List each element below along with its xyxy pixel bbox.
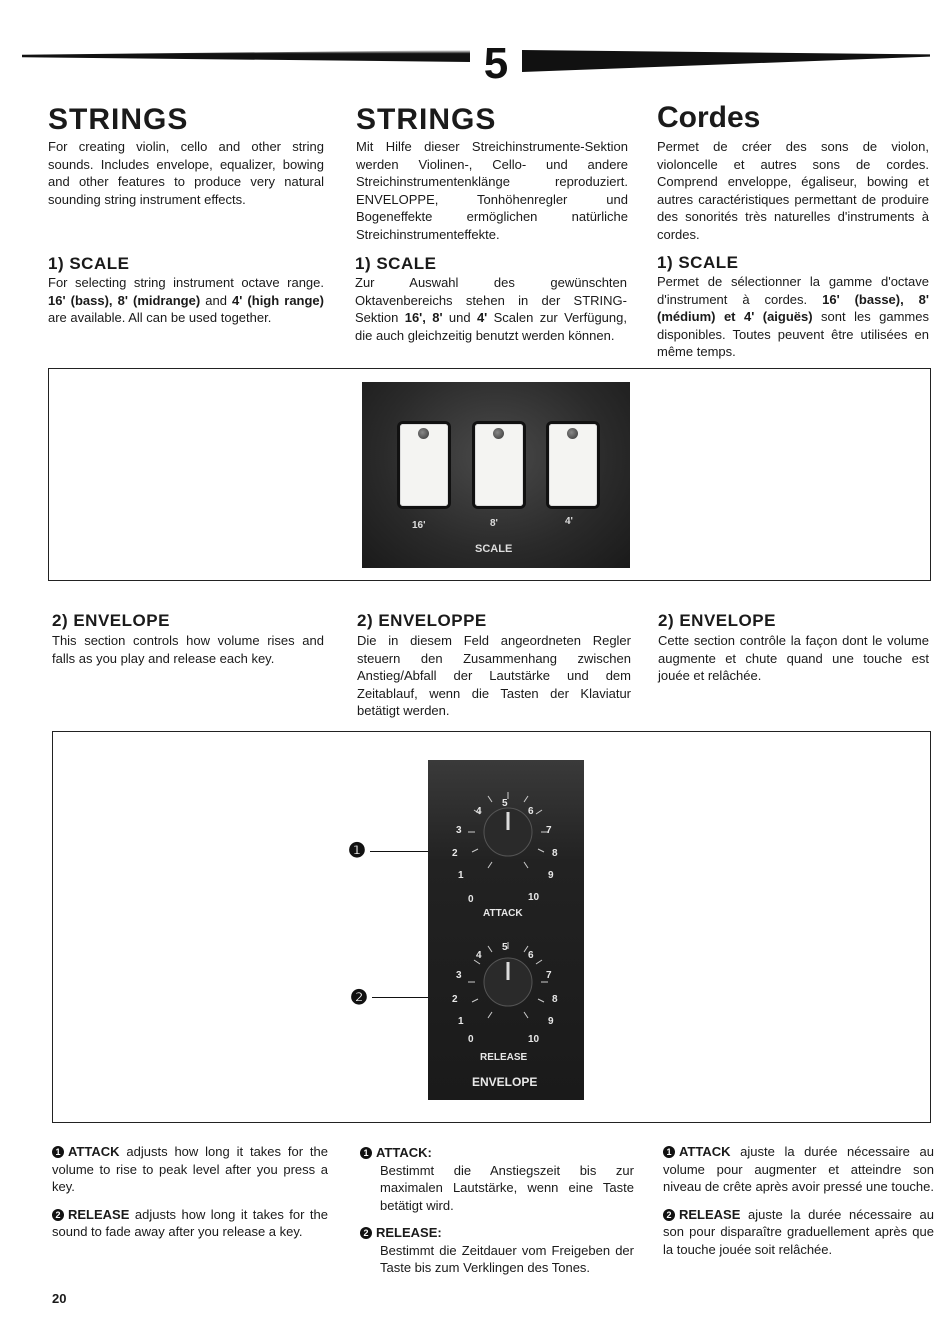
knob-dials-graphic <box>428 760 584 1100</box>
fr-envelope-block <box>658 612 929 685</box>
led-indicator-icon <box>418 428 429 439</box>
de-scale-heading: 1) SCALE <box>355 254 437 273</box>
attack-scale-0: 0 <box>468 894 474 905</box>
de-release-label: RELEASE: <box>376 1225 442 1240</box>
release-scale-1: 1 <box>458 1016 464 1027</box>
number-1-icon: 1 <box>360 1147 372 1159</box>
header-rule-left <box>22 50 470 62</box>
number-2-icon: 2 <box>52 1209 64 1221</box>
de-release-text: Bestimmt die Zeitdauer vom Freigeben der Taste bis zum Verklingen des Tones. <box>380 1242 634 1275</box>
envelope-panel-title: ENVELOPE <box>472 1075 538 1089</box>
attack-scale-9: 9 <box>548 870 554 881</box>
de-envelope-block <box>357 612 631 720</box>
release-scale-3: 3 <box>456 970 462 981</box>
attack-scale-2: 2 <box>452 848 458 859</box>
release-scale-7: 7 <box>546 970 552 981</box>
de-scale-bold-2: 4' <box>476 310 488 325</box>
fr-scale-block <box>657 254 929 361</box>
attack-scale-6: 6 <box>528 806 534 817</box>
en-scale-text-2: and <box>205 292 227 308</box>
scale-panel-title: SCALE <box>475 543 513 555</box>
en-envelope-heading: 2) ENVELOPE <box>52 611 170 630</box>
en-title: STRINGS <box>48 103 189 136</box>
de-intro-block <box>356 104 628 243</box>
de-envelope-text: Die in diesem Feld angeordneten Regler steuern den Zusammenhang zwischen Anstieg/Abfall der Lautstärke und dem Zeitablauf, wenn die Tasten der Klaviatur betätigt werden. <box>357 633 631 718</box>
scale-4-switch[interactable] <box>549 424 597 506</box>
callout-1-marker: ❶ <box>348 840 366 862</box>
de-scale-text-2: und <box>448 310 471 325</box>
en-controls-block <box>52 1143 328 1241</box>
callout-2-marker: ❷ <box>350 987 368 1009</box>
en-attack-label: ATTACK <box>68 1144 120 1159</box>
release-scale-5: 5 <box>502 942 508 953</box>
de-release-heading <box>360 1224 634 1242</box>
en-scale-bold-2: 4' (high range) <box>232 292 324 308</box>
callout-1-line <box>370 851 428 852</box>
fr-intro-text: Permet de créer des sons de violon, violoncelle et autres sons de cordes. Comprend enveloppe, égaliseur, bowing et autres caractéristiques permettant de produire des sonorités très naturelles d'instruments à cordes. <box>657 139 929 242</box>
en-scale-bold-1: 16' (bass), 8' (midrange) <box>48 292 201 308</box>
attack-scale-7: 7 <box>546 825 552 836</box>
en-scale-text-3: are available. All can be used together. <box>48 310 272 325</box>
attack-scale-10: 10 <box>528 892 540 903</box>
attack-label: ATTACK <box>483 908 523 919</box>
attack-scale-5: 5 <box>502 798 508 809</box>
de-scale-bold-1: 16', 8' <box>404 310 443 325</box>
fr-attack-para <box>663 1143 934 1196</box>
number-1-icon: 1 <box>52 1146 64 1158</box>
fr-release-text: ajuste la durée nécessaire au son pour disparaître graduellement après que la touche jouée soit relâchée. <box>663 1206 934 1257</box>
fr-title: Cordes <box>657 101 761 134</box>
release-scale-2: 2 <box>452 994 458 1005</box>
de-attack-heading <box>360 1144 634 1162</box>
en-release-para <box>52 1206 328 1241</box>
envelope-panel-photo <box>428 760 584 1100</box>
scale-8-switch[interactable] <box>475 424 523 506</box>
de-scale-block <box>355 255 627 344</box>
release-scale-6: 6 <box>528 950 534 961</box>
attack-scale-1: 1 <box>458 870 464 881</box>
de-title: STRINGS <box>356 103 497 136</box>
de-scale-text-3: Scalen zur Verfügung, die auch gleichzeitig benutzt werden können. <box>355 310 627 343</box>
number-2-icon: 2 <box>360 1227 372 1239</box>
release-scale-10: 10 <box>528 1034 540 1045</box>
de-controls-block <box>360 1144 634 1277</box>
en-attack-para <box>52 1143 328 1196</box>
scale-4-label: 4' <box>565 516 573 527</box>
de-attack-label: ATTACK: <box>376 1145 432 1160</box>
fr-envelope-heading: 2) ENVELOPE <box>658 611 776 630</box>
scale-16-label: 16' <box>412 520 426 531</box>
page-number: 20 <box>52 1291 67 1306</box>
callout-2-line <box>372 997 428 998</box>
fr-scale-bold-1: 16' (basse), 8' (médium) et 4' (aiguës) <box>657 291 929 324</box>
en-intro-text: For creating violin, cello and other string sounds. Includes envelope, equalizer, bowing and other features to produce very natural sounding string instrument effects. <box>48 139 324 207</box>
en-release-text: adjusts how long it takes for the sound to fade away after you release a key. <box>52 1206 328 1239</box>
scale-8-label: 8' <box>490 518 498 529</box>
fr-envelope-text: Cette section contrôle la façon dont le volume augmente et chute quand une touche est jouée et relâchée. <box>658 633 929 683</box>
en-scale-text-1: For selecting string instrument octave range. <box>48 275 324 290</box>
release-scale-0: 0 <box>468 1034 474 1045</box>
led-indicator-icon <box>493 428 504 439</box>
scale-panel-photo <box>362 382 630 568</box>
fr-attack-text: ajuste la durée nécessaire au volume pour augmenter et atteindre son niveau de crête après avoir pressé une touche. <box>663 1144 935 1194</box>
de-scale-text-1: Zur Auswahl des gewünschten Oktavenbereichs stehen in der STRING-Sektion <box>355 275 627 325</box>
en-scale-heading: 1) SCALE <box>48 254 130 273</box>
attack-scale-8: 8 <box>552 848 558 859</box>
en-envelope-block <box>52 612 324 667</box>
number-1-icon: 1 <box>663 1146 675 1158</box>
fr-intro-block <box>657 102 929 243</box>
en-envelope-text: This section controls how volume rises and falls as you play and release each key. <box>52 633 324 666</box>
de-attack-text: Bestimmt die Anstiegszeit bis zur maximalen Lautstärke, wenn eine Taste betätigt wird. <box>380 1162 634 1213</box>
section-number: 5 <box>483 39 509 88</box>
release-scale-8: 8 <box>552 994 558 1005</box>
number-2-icon: 2 <box>663 1209 675 1221</box>
release-scale-9: 9 <box>548 1016 554 1027</box>
fr-attack-label: ATTACK <box>679 1144 731 1159</box>
fr-release-label: RELEASE <box>679 1206 741 1222</box>
attack-knob[interactable] <box>468 792 548 868</box>
led-indicator-icon <box>567 428 578 439</box>
fr-scale-text-2: sont les gammes disponibles. Toutes peuvent être utilisées en même temps. <box>657 309 929 359</box>
en-release-label: RELEASE <box>68 1206 130 1222</box>
en-intro-block <box>48 104 324 208</box>
fr-scale-text-1: Permet de sélectionner la gamme d'octave d'instrument à cordes. <box>657 274 929 307</box>
scale-16-switch[interactable] <box>400 424 448 506</box>
de-envelope-heading: 2) ENVELOPPE <box>357 611 487 630</box>
release-scale-4: 4 <box>476 950 482 961</box>
header-rule-right <box>522 50 930 72</box>
fr-release-para <box>663 1206 934 1259</box>
attack-scale-3: 3 <box>456 825 462 836</box>
release-label: RELEASE <box>480 1052 528 1063</box>
en-scale-block <box>48 255 324 327</box>
de-intro-text: Mit Hilfe dieser Streichinstrumente-Sektion werden Violinen-, Cello- und andere Streichinstrumentenklänge reproduziert. ENVELOPPE, Tonhöhenregler und Bogeneffekte ermöglichen natürliche Streichinstrumenteffekte. <box>356 139 628 242</box>
en-attack-text: adjusts how long it takes for the volume to rise to peak level after you press a key. <box>52 1144 328 1194</box>
fr-controls-block <box>663 1143 934 1258</box>
attack-scale-4: 4 <box>476 806 482 817</box>
fr-scale-heading: 1) SCALE <box>657 253 739 272</box>
